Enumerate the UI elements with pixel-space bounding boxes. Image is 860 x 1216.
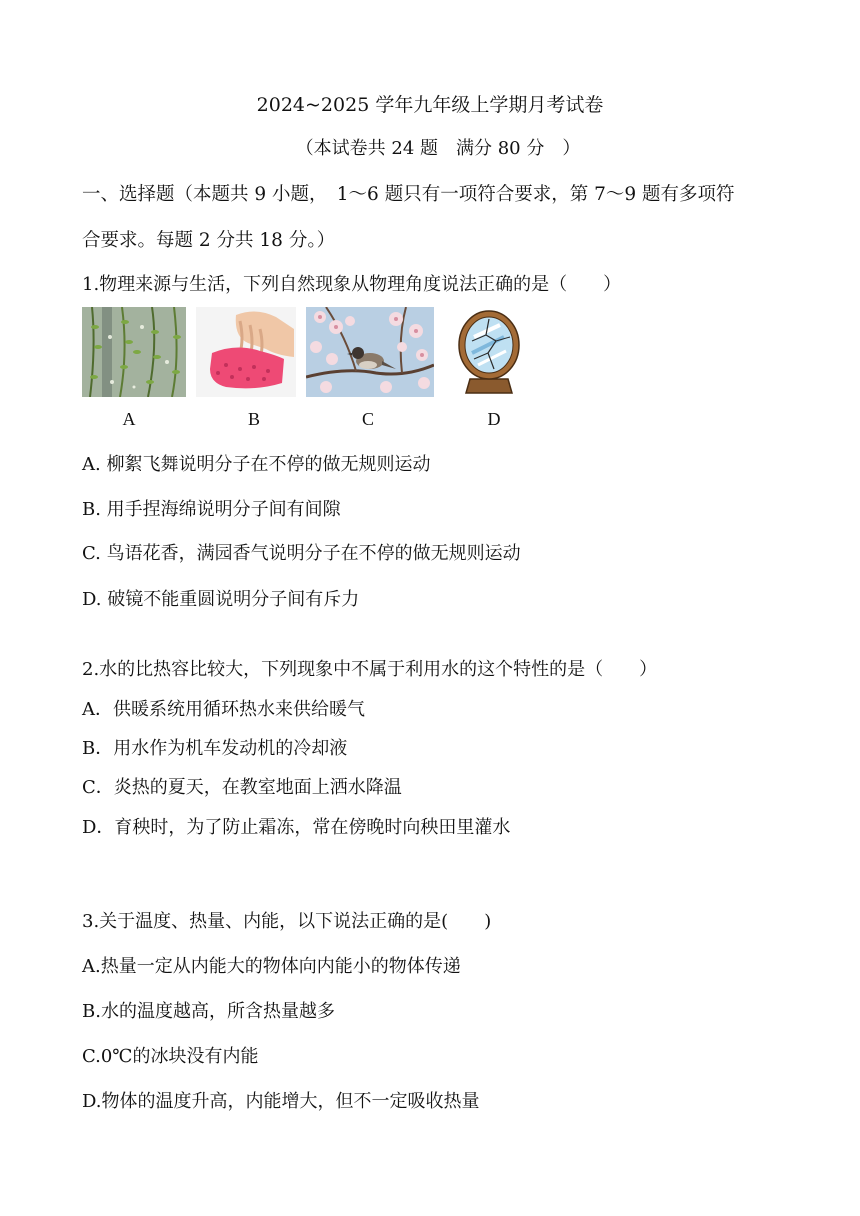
exam-title: 2024~2025 学年九年级上学期月考试卷 [256, 94, 604, 116]
q1-option-c: C. 鸟语花香，满园香气说明分子在不停的做无规则运动 [82, 543, 521, 564]
bird-blossom-image [306, 307, 434, 397]
question-3-stem: 3.关于温度、热量、内能，以下说法正确的是( ) [82, 911, 492, 932]
q2-option-b: B．用水作为机车发动机的冷却液 [82, 738, 348, 759]
question-2-stem: 2.水的比热容比较大，下列现象中不属于利用水的这个特性的是（ ） [82, 659, 658, 680]
question-1-stem: 1.物理来源与生活，下列自然现象从物理角度说法正确的是（ ） [82, 274, 622, 295]
image-label-a: A [122, 409, 136, 429]
broken-mirror-image [448, 307, 530, 397]
image-label-c: C [361, 409, 374, 429]
q2-option-a: A．供暖系统用循环热水来供给暖气 [82, 699, 365, 720]
q1-option-d: D. 破镜不能重圆说明分子间有斥力 [82, 589, 360, 610]
q1-option-a: A. 柳絮飞舞说明分子在不停的做无规则运动 [82, 454, 431, 475]
q3-option-a: A.热量一定从内能大的物体向内能小的物体传递 [82, 956, 461, 977]
image-label-b: B [247, 409, 260, 429]
image-label-d: D [487, 409, 501, 429]
q2-option-d: D．育秧时，为了防止霜冻，常在傍晚时向秧田里灌水 [82, 817, 511, 838]
hand-sponge-image [196, 307, 296, 397]
q3-option-c: C.0℃的冰块没有内能 [82, 1046, 259, 1067]
willow-catkins-image [82, 307, 186, 397]
section-heading-line2: 合要求。每题 2 分共 18 分。） [82, 230, 336, 251]
q3-option-b: B.水的温度越高，所含热量越多 [82, 1001, 335, 1022]
exam-subtitle: （本试卷共 24 题 满分 80 分 ） [295, 138, 581, 159]
q3-option-d: D.物体的温度升高，内能增大，但不一定吸收热量 [82, 1091, 480, 1112]
section-heading-line1: 一、选择题（本题共 9 小题， 1～6 题只有一项符合要求，第 7～9 题有多项符 [82, 184, 735, 205]
q1-option-b: B. 用手捏海绵说明分子间有间隙 [82, 499, 341, 520]
q2-option-c: C．炎热的夏天，在教室地面上洒水降温 [82, 777, 402, 798]
